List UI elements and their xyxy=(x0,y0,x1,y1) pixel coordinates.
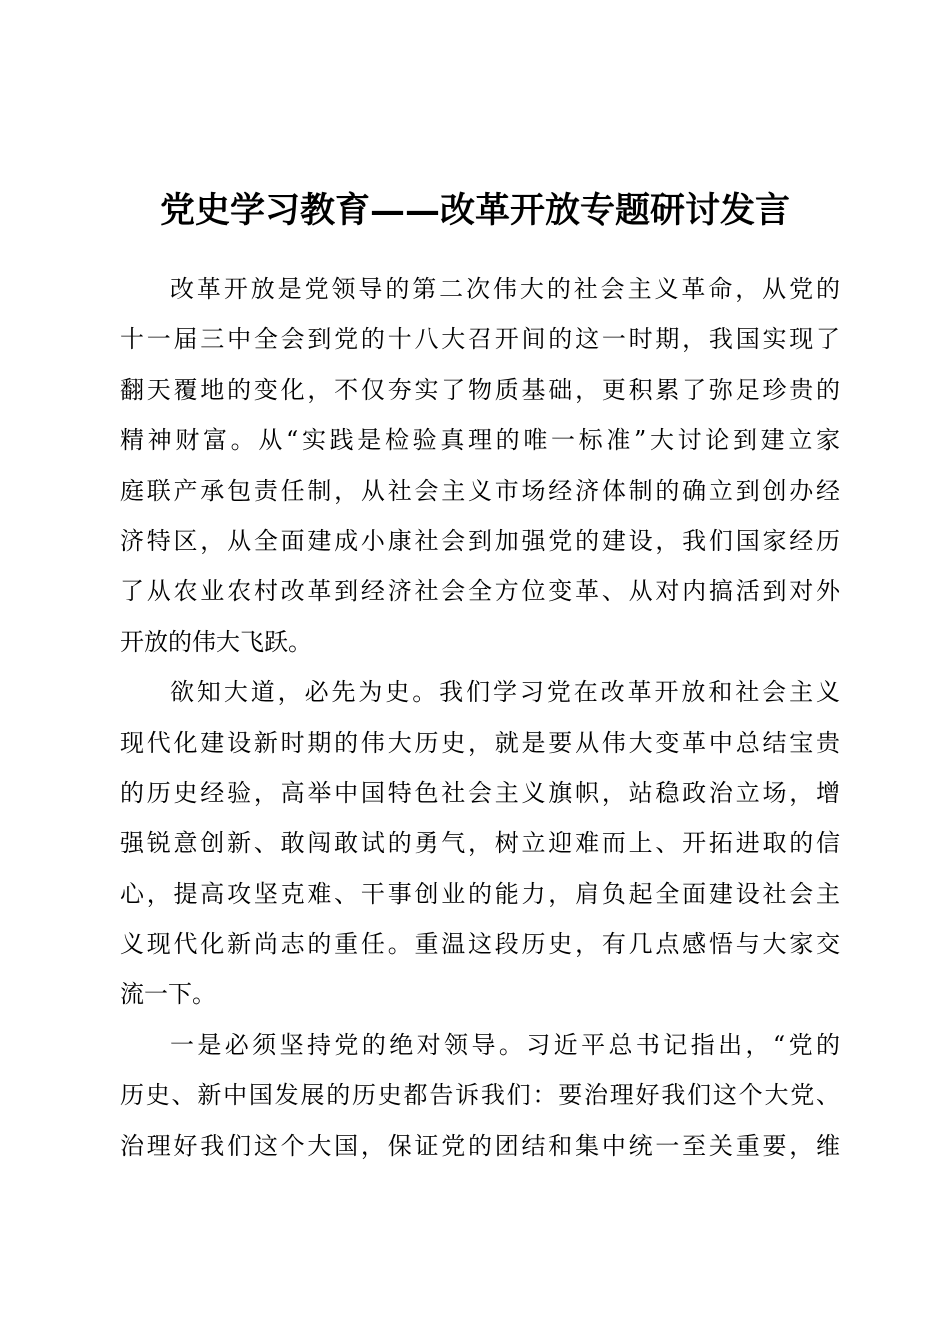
document-body xyxy=(120,264,840,1171)
paragraph-line: 流一下。 xyxy=(120,980,216,1009)
paragraph-line: 欲知大道，必先为史。我们学习党在改革开放和社会主义 xyxy=(170,678,840,707)
paragraph-line: 的历史经验，高举中国特色社会主义旗帜，站稳政治立场，增 xyxy=(120,778,840,807)
document-title: 党史学习教育——改革开放专题研讨发言 xyxy=(159,190,790,231)
paragraph-line: 翻天覆地的变化，不仅夯实了物质基础，更积累了弥足珍贵的 xyxy=(120,375,840,404)
paragraph-line: 十一届三中全会到党的十八大召开间的这一时期，我国实现了 xyxy=(120,325,840,354)
paragraph-line: 改革开放是党领导的第二次伟大的社会主义革命，从党的 xyxy=(170,275,840,303)
paragraph-line: 现代化建设新时期的伟大历史，就是要从伟大变革中总结宝贵 xyxy=(120,728,840,757)
paragraph-line: 义现代化新尚志的重任。重温这段历史，有几点感悟与大家交 xyxy=(120,930,840,959)
paragraph-line: 济特区，从全面建成小康社会到加强党的建设，我们国家经历 xyxy=(120,526,840,555)
paragraph-line: 治理好我们这个大国，保证党的团结和集中统一至关重要，维 xyxy=(120,1131,840,1160)
paragraph-line: 庭联产承包责任制，从社会主义市场经济体制的确立到创办经 xyxy=(120,476,840,505)
paragraph-line: 开放的伟大飞跃。 xyxy=(120,627,312,656)
paragraph-line: 了从农业农村改革到经济社会全方位变革、从对内搞活到对外 xyxy=(120,577,840,606)
paragraph-line: 一是必须坚持党的绝对领导。习近平总书记指出，“党的 xyxy=(170,1030,840,1059)
paragraph-line: 历史、新中国发展的历史都告诉我们：要治理好我们这个大党、 xyxy=(120,1081,840,1110)
paragraph-line: 心，提高攻坚克难、干事创业的能力，肩负起全面建设社会主 xyxy=(120,879,840,908)
paragraph-line: 精神财富。从“实践是检验真理的唯一标准”大讨论到建立家 xyxy=(120,426,840,455)
paragraph-line: 强锐意创新、敢闯敢试的勇气，树立迎难而上、开拓进取的信 xyxy=(120,829,840,858)
